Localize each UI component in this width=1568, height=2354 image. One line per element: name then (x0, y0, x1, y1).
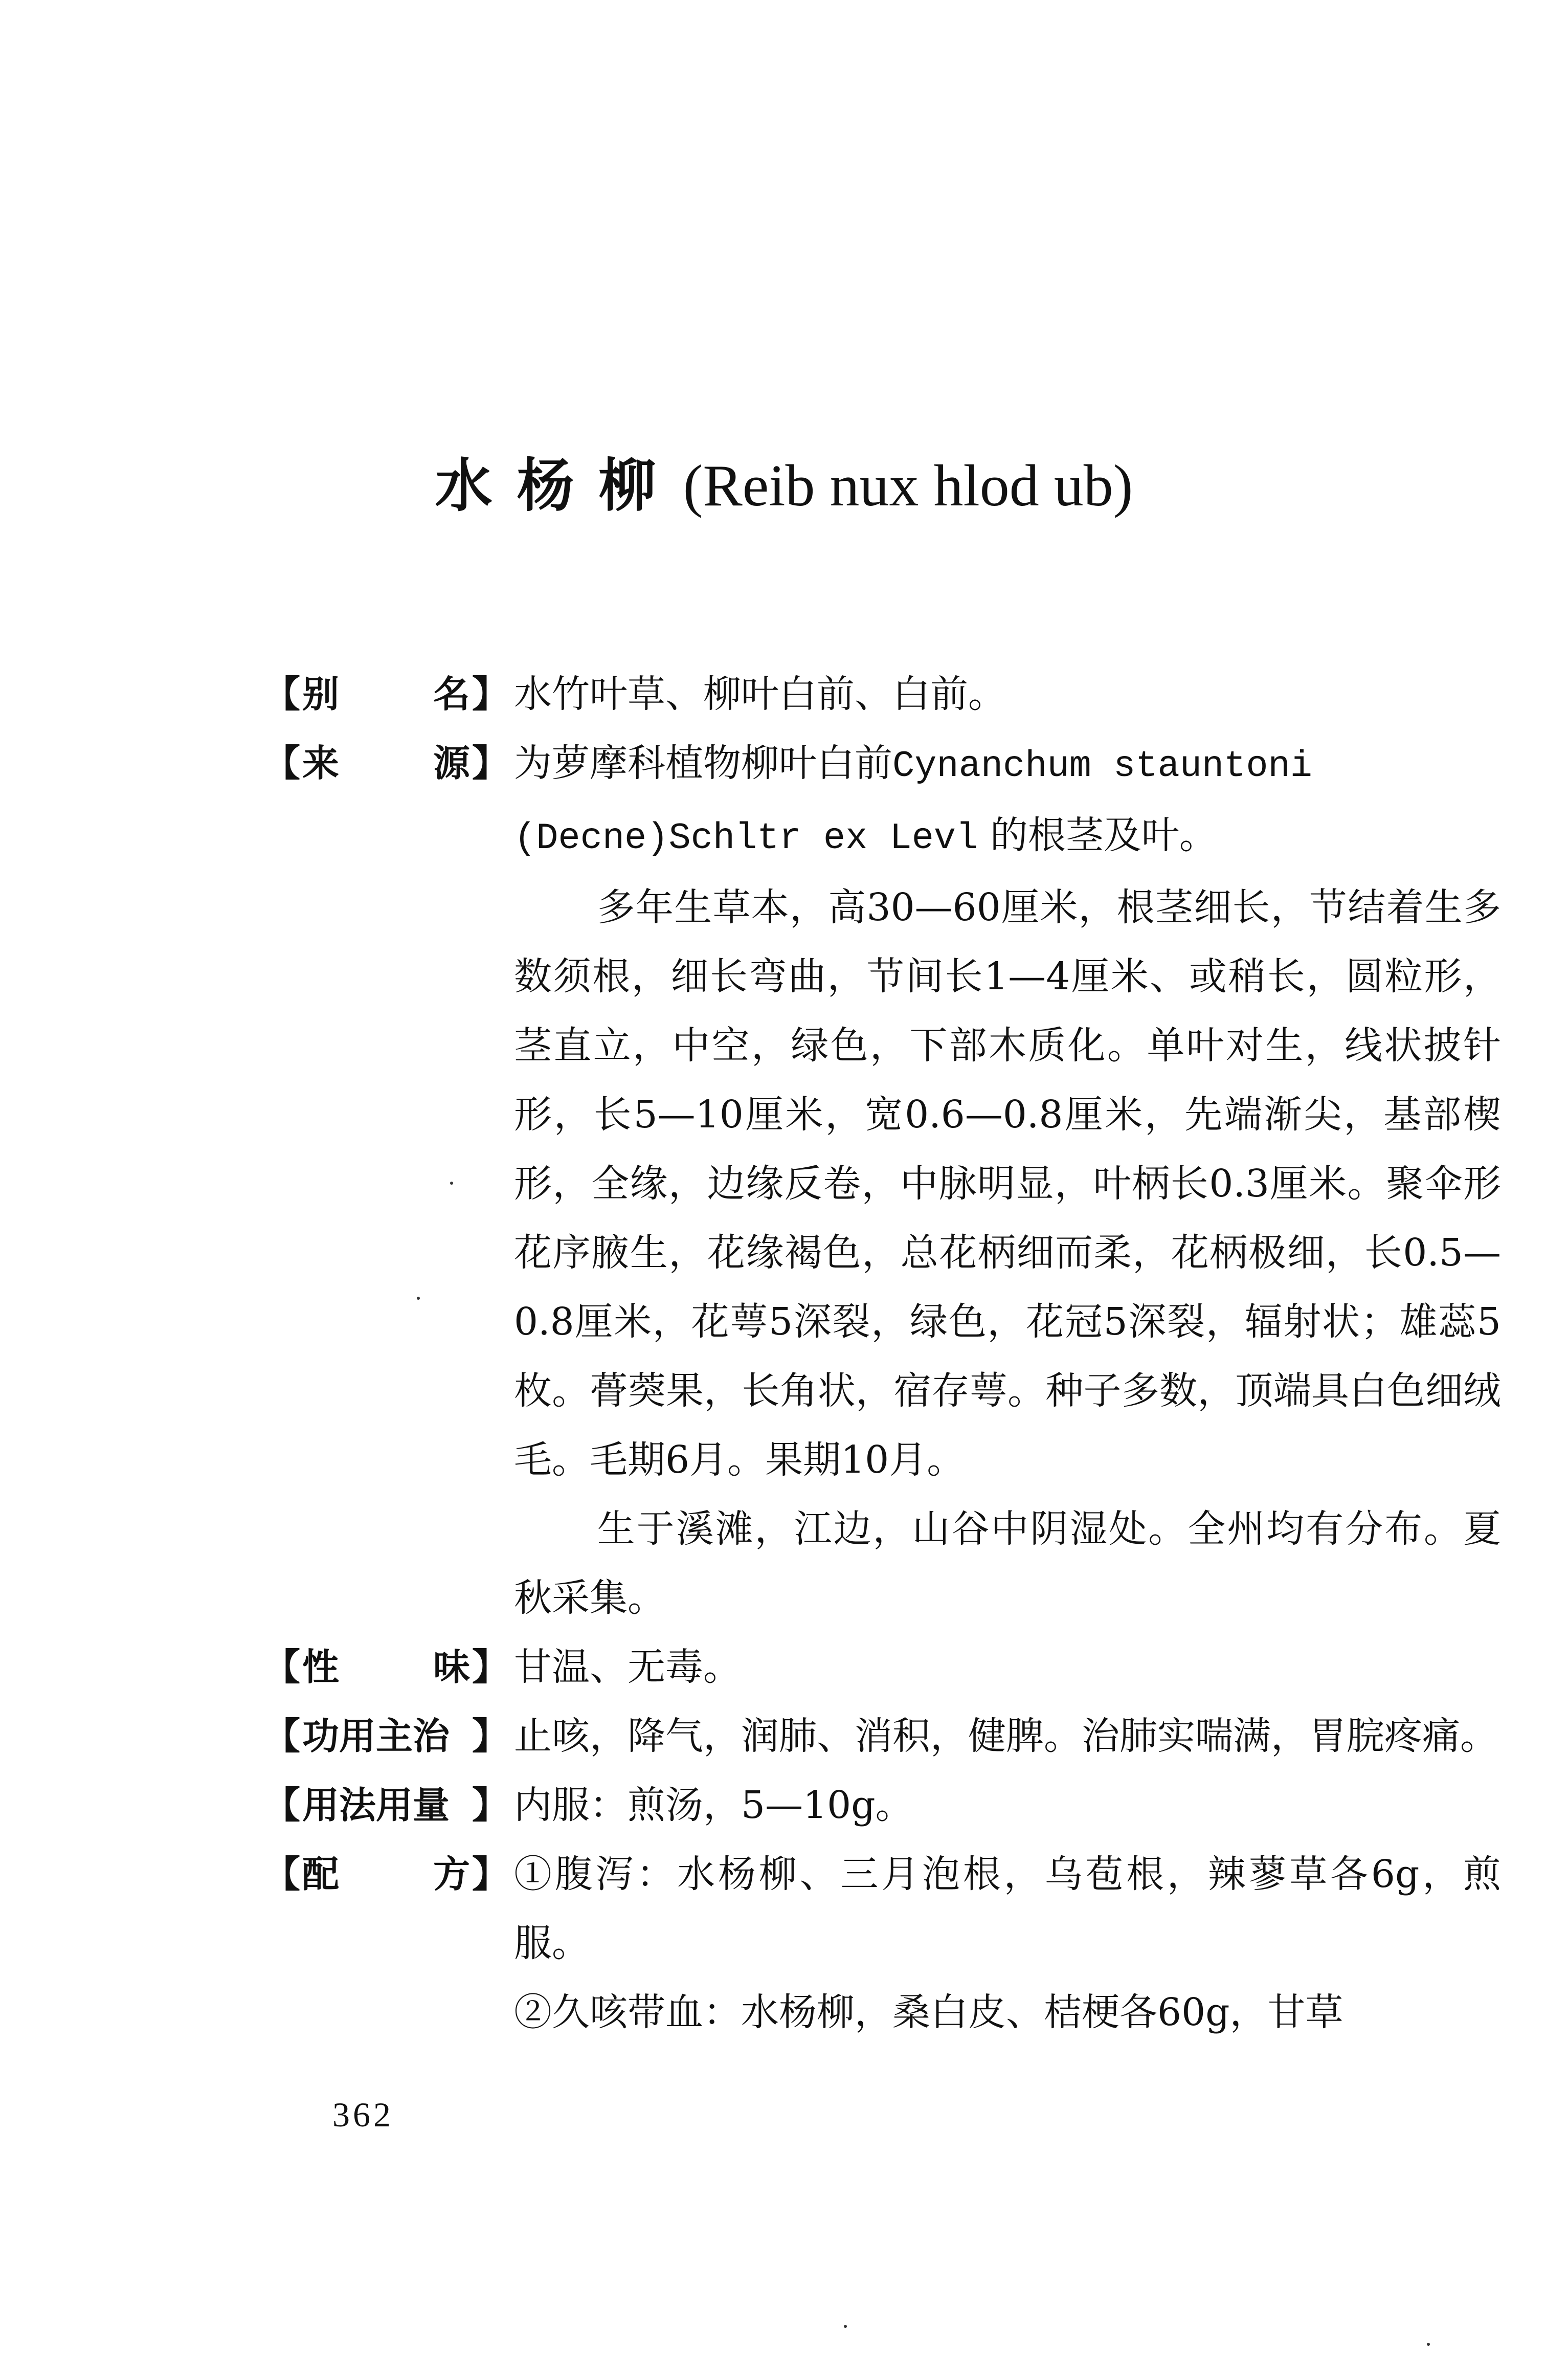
entry-alias (263, 660, 1501, 729)
label-usage: 【 用法用量 】 (263, 1784, 509, 1827)
source-description: 多年生草本，高30—60厘米，根茎细长，节结着生多数须根，细长弯曲，节间长1—4厘米、或稍长，圆粒形，茎直立，中空，绿色，下部木质化。单叶对生，线状披针形，长5—10厘米，宽0.6—0.8厘米，先端渐尖，基部楔形，全缘，边缘反卷，中脉明显，叶柄长0.3厘米。聚伞形花序腋生，花缘褐色，总花柄细而柔，花柄极细，长0.5—0.8厘米，花萼5深裂，绿色，花冠5深裂，辐射状；雄蕊5枚。蓇葖果，长角状，宿存萼。种子多数，顶端具白色细绒毛。毛期6月。果期10月。 (514, 885, 1501, 1482)
content-nature: 甘温、无毒。 (514, 1645, 741, 1689)
content-alias: 水竹叶草、柳叶白前、白前。 (514, 672, 1006, 716)
label-formula: 【 配 方 】 (263, 1853, 509, 1896)
formula-item-2: ②久咳带血：水杨柳，桑白皮、桔梗各60g，甘草 (514, 1990, 1343, 2034)
label-source: 【 来 源 】 (263, 742, 509, 785)
content-formula (514, 1840, 1501, 2047)
entry-body (263, 660, 1501, 2047)
scan-speck (1427, 2343, 1430, 2346)
formula-item-1: ①腹泻：水杨柳、三月泡根，乌苞根，辣蓼草各6g，煎服。 (514, 1852, 1501, 1965)
entry-source (263, 729, 1501, 1633)
scan-speck (417, 1297, 420, 1300)
title-latin: (Reib nux hlod ub) (683, 453, 1133, 519)
entry-title (0, 440, 1568, 522)
content-function: 止咳，降气，润肺、消积，健脾。治肺实喘满，胃脘疼痛。 (514, 1714, 1498, 1758)
source-habitat: 生于溪滩，江边，山谷中阴湿处。全州均有分布。夏秋采集。 (514, 1507, 1501, 1620)
label-function: 【 功用主治 】 (263, 1715, 509, 1758)
label-alias: 【 别 名 】 (263, 673, 509, 716)
source-line2-cn: 的根茎及叶。 (978, 813, 1217, 857)
label-nature: 【 性 味 】 (263, 1646, 509, 1689)
entry-formula (263, 1840, 1501, 2047)
entry-function (263, 1702, 1501, 1771)
scan-speck (844, 2325, 847, 2328)
content-source (514, 729, 1501, 1633)
entry-usage (263, 1771, 1501, 1840)
page-number: 362 (332, 2095, 394, 2134)
scan-speck (450, 1182, 453, 1185)
source-latin-name: Cynanchum stauntoni (892, 745, 1312, 787)
source-latin-author: (Decne)Schltr ex Levl (514, 817, 978, 859)
content-usage: 内服：煎汤，5—10g。 (514, 1783, 913, 1827)
source-line1-cn: 为萝摩科植物柳叶白前 (514, 741, 892, 785)
entry-nature (263, 1633, 1501, 1702)
title-chinese: 水杨柳 (435, 453, 681, 519)
